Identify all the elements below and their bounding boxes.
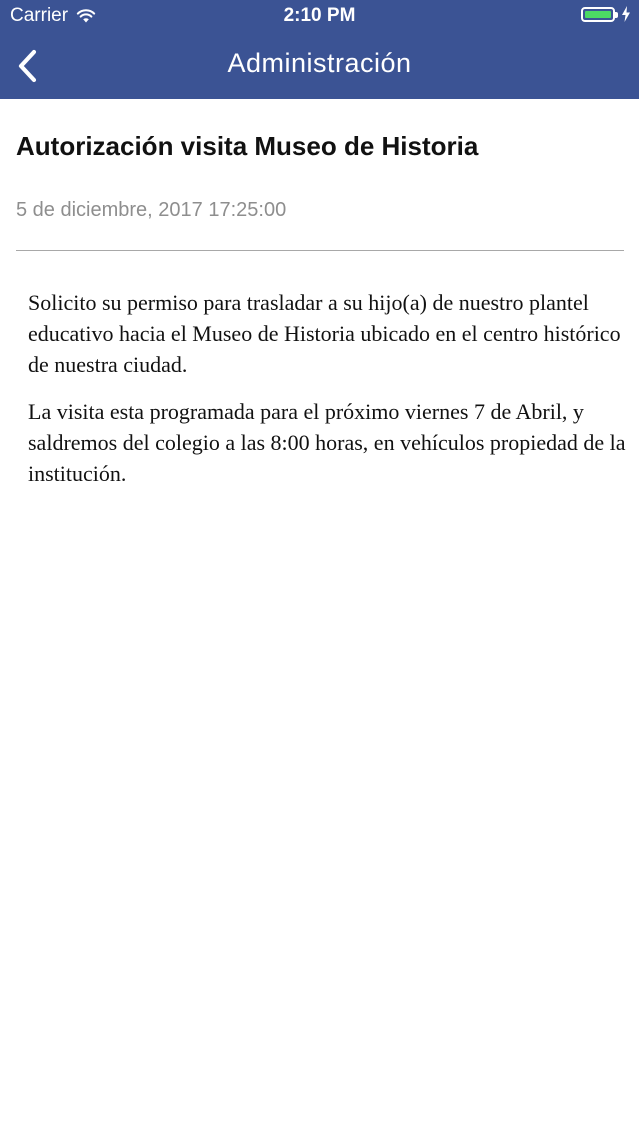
battery-group — [581, 6, 631, 22]
top-bar — [0, 0, 639, 99]
carrier-label: Carrier — [10, 5, 69, 26]
bolt-icon — [621, 6, 631, 22]
nav-title: Administración — [227, 48, 412, 78]
status-bar — [0, 0, 639, 32]
battery-fill — [585, 11, 611, 18]
navigation-bar — [0, 32, 639, 99]
status-time: 2:10 PM — [283, 5, 356, 26]
battery-icon — [581, 7, 615, 22]
message-body — [28, 287, 628, 505]
message-paragraph: Solicito su permiso para trasladar a su hijo(a) de nuestro plantel educativo hacia el Museo de Historia ubicado en el centro histórico de nuestra ciudad. — [28, 290, 621, 377]
message-date: 5 de diciembre, 2017 17:25:00 — [16, 199, 287, 221]
message-title: Autorización visita Museo de Historia — [16, 131, 479, 161]
battery-nub — [615, 12, 618, 18]
divider — [16, 250, 624, 251]
message-paragraph: La visita esta programada para el próximo viernes 7 de Abril, y saldremos del colegio a las 8:00 horas, en vehículos propiedad de la institución. — [28, 399, 626, 486]
